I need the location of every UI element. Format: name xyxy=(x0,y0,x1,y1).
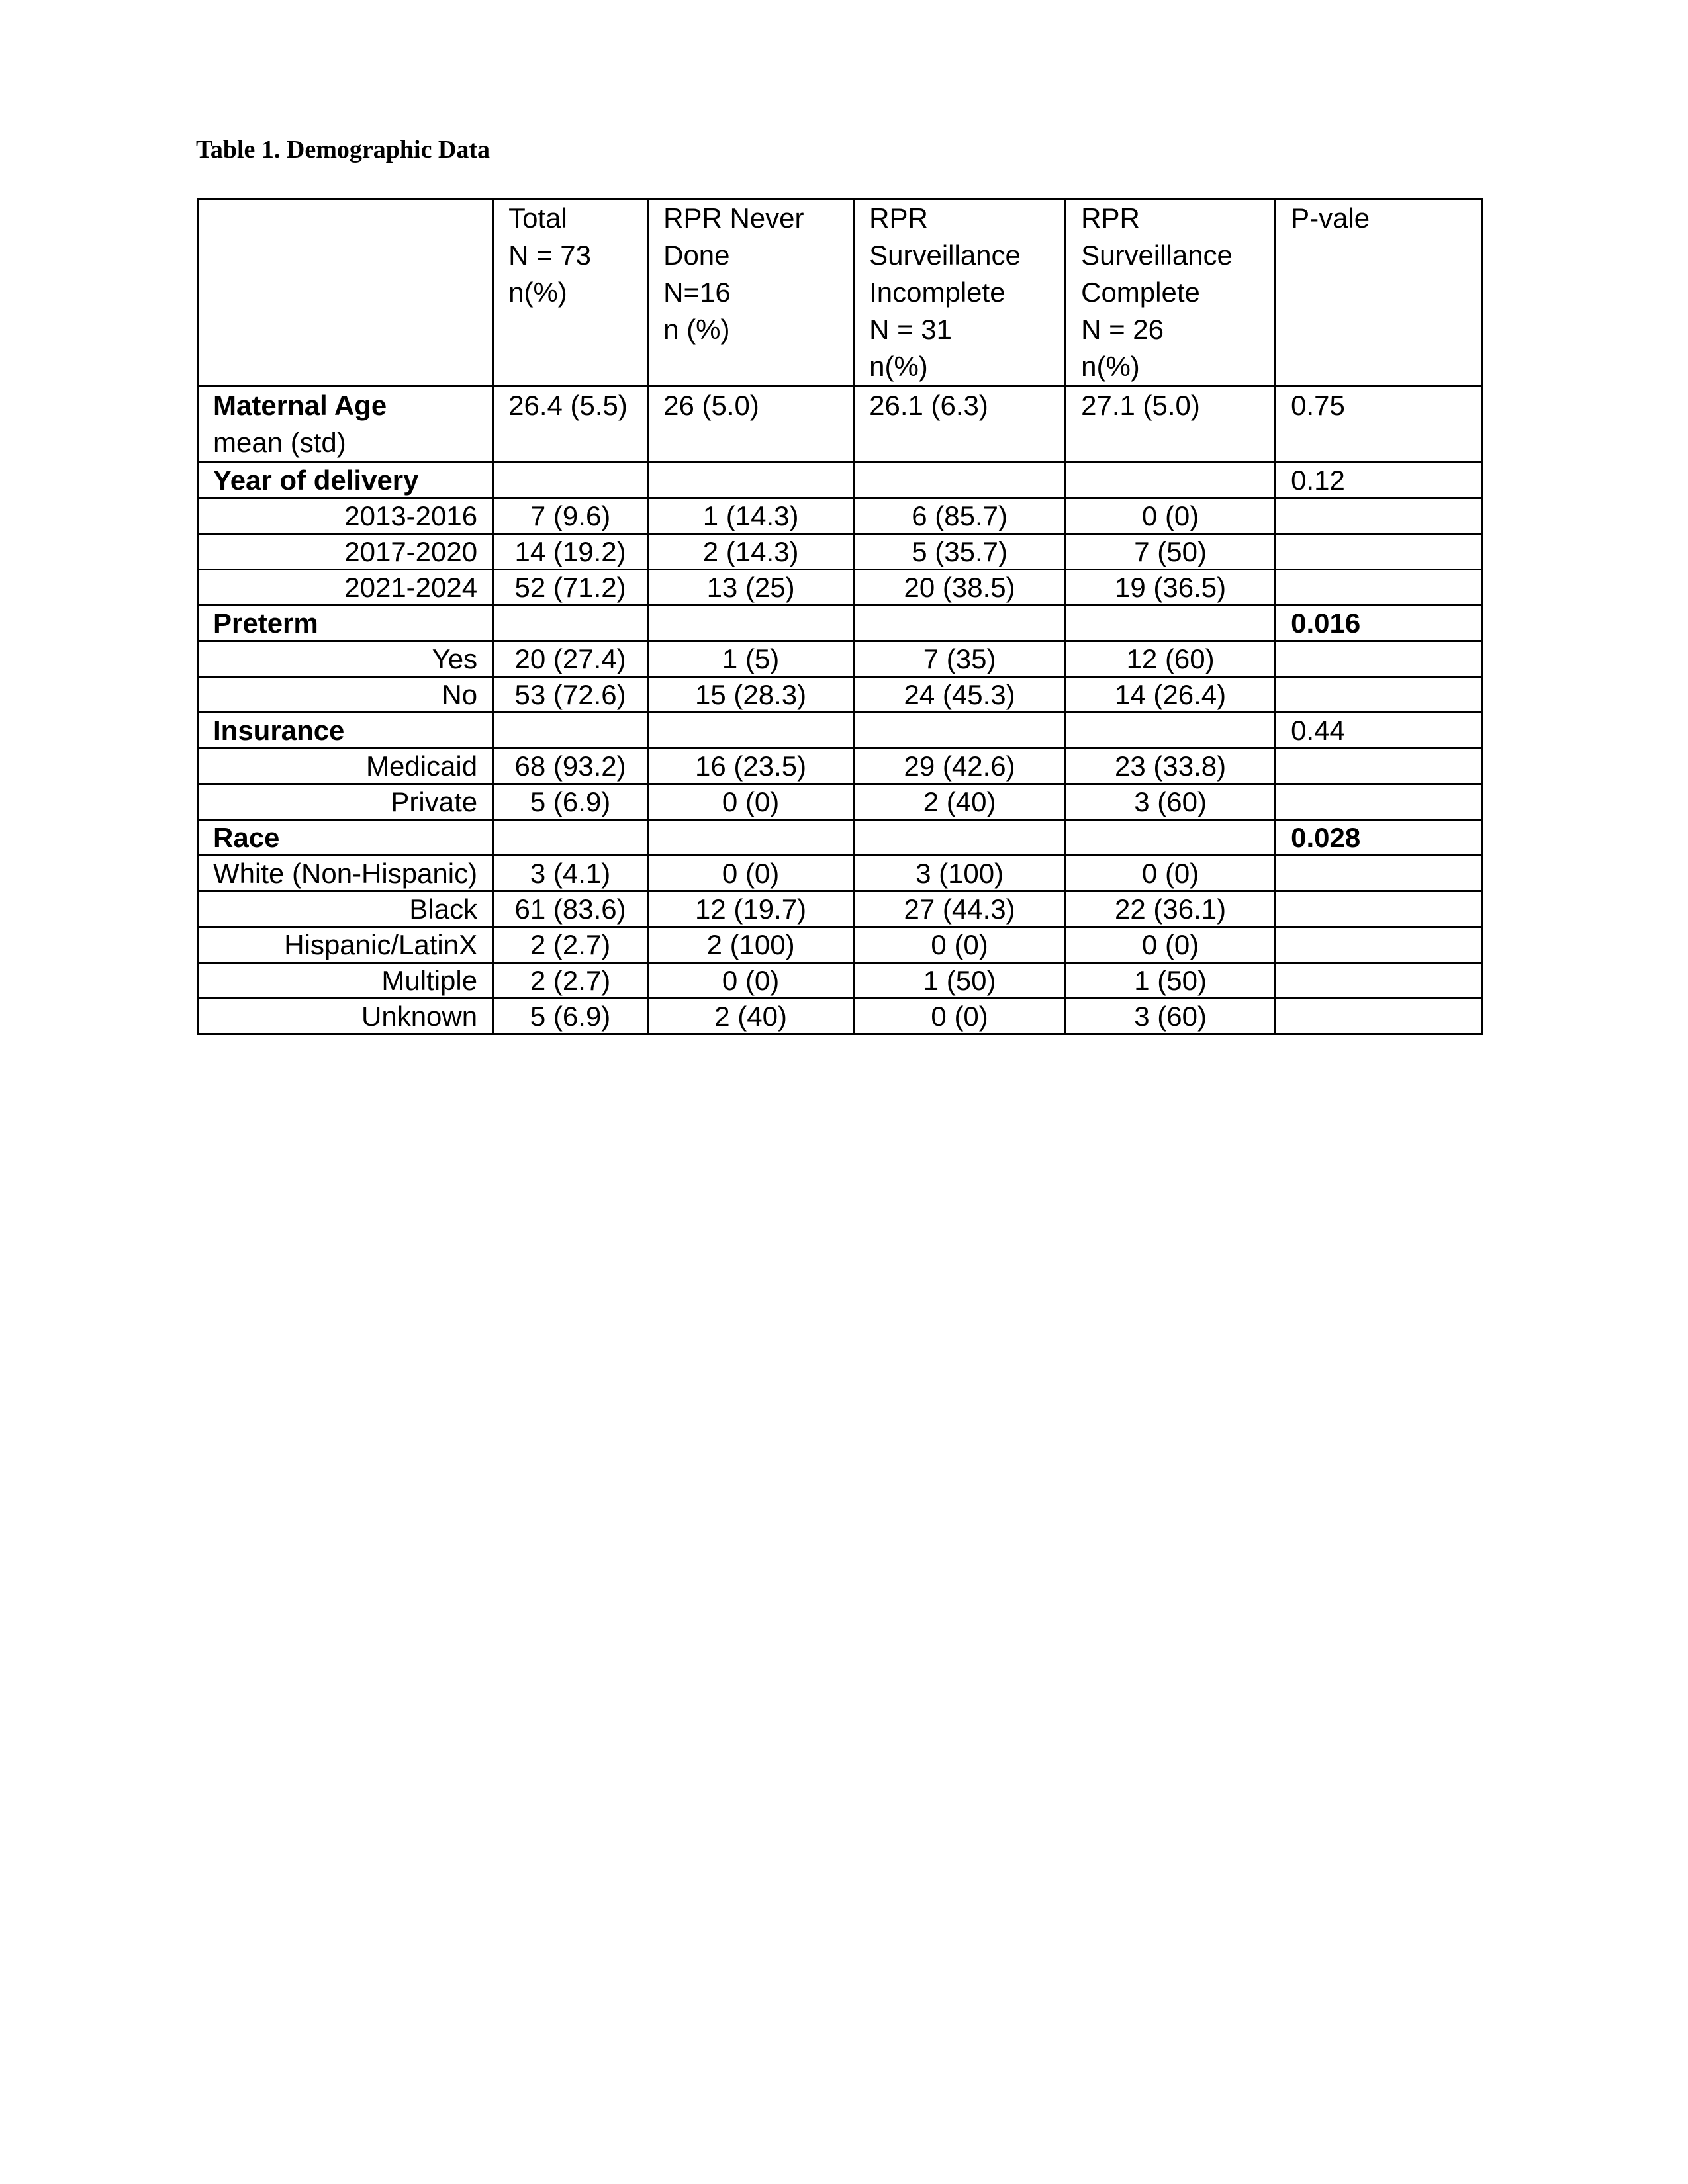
empty-cell xyxy=(1066,463,1276,498)
total-cell: 2 (2.7) xyxy=(493,963,648,999)
total-cell: 61 (83.6) xyxy=(493,891,648,927)
never-done-cell: 0 (0) xyxy=(648,784,854,820)
complete-cell: 0 (0) xyxy=(1066,498,1276,534)
table-row xyxy=(198,891,1482,927)
empty-cell xyxy=(1276,999,1482,1034)
empty-cell xyxy=(1276,570,1482,606)
incomplete-cell: 7 (35) xyxy=(854,641,1066,677)
header-cell-incomplete xyxy=(854,199,1066,387)
total-cell: 2 (2.7) xyxy=(493,927,648,963)
row-label: Multiple xyxy=(198,963,493,999)
maternal-age-p-value: 0.75 xyxy=(1276,387,1482,463)
empty-cell xyxy=(648,820,854,856)
header-line: n(%) xyxy=(1081,351,1140,382)
empty-cell xyxy=(854,463,1066,498)
never-done-cell: 13 (25) xyxy=(648,570,854,606)
header-line: n (%) xyxy=(663,314,730,345)
header-line: Surveillance xyxy=(869,240,1021,271)
complete-cell: 14 (26.4) xyxy=(1066,677,1276,713)
complete-cell: 19 (36.5) xyxy=(1066,570,1276,606)
maternal-age-never: 26 (5.0) xyxy=(648,387,854,463)
never-done-cell: 15 (28.3) xyxy=(648,677,854,713)
header-cell-complete xyxy=(1066,199,1276,387)
incomplete-cell: 0 (0) xyxy=(854,999,1066,1034)
incomplete-cell: 3 (100) xyxy=(854,856,1066,891)
complete-cell: 0 (0) xyxy=(1066,856,1276,891)
incomplete-cell: 20 (38.5) xyxy=(854,570,1066,606)
total-cell: 20 (27.4) xyxy=(493,641,648,677)
header-line: Total xyxy=(508,203,567,234)
complete-cell: 3 (60) xyxy=(1066,999,1276,1034)
complete-cell: 1 (50) xyxy=(1066,963,1276,999)
maternal-age-complete: 27.1 (5.0) xyxy=(1066,387,1276,463)
header-line: Complete xyxy=(1081,277,1200,308)
total-cell: 53 (72.6) xyxy=(493,677,648,713)
complete-cell: 22 (36.1) xyxy=(1066,891,1276,927)
table-row xyxy=(198,534,1482,570)
maternal-age-row xyxy=(198,387,1482,463)
row-label: Black xyxy=(198,891,493,927)
empty-cell xyxy=(1276,749,1482,784)
section-label: Race xyxy=(198,820,493,856)
total-cell: 7 (9.6) xyxy=(493,498,648,534)
total-cell: 5 (6.9) xyxy=(493,999,648,1034)
row-label: 2013-2016 xyxy=(198,498,493,534)
empty-cell xyxy=(854,713,1066,749)
header-line: N=16 xyxy=(663,277,731,308)
header-cell xyxy=(198,199,493,387)
header-line: RPR xyxy=(869,203,928,234)
empty-cell xyxy=(1276,498,1482,534)
total-cell: 52 (71.2) xyxy=(493,570,648,606)
never-done-cell: 2 (14.3) xyxy=(648,534,854,570)
never-done-cell: 16 (23.5) xyxy=(648,749,854,784)
row-label: Unknown xyxy=(198,999,493,1034)
row-label: Yes xyxy=(198,641,493,677)
table-row xyxy=(198,677,1482,713)
header-line: RPR Never xyxy=(663,203,804,234)
empty-cell xyxy=(1066,713,1276,749)
header-cell-total xyxy=(493,199,648,387)
table-row xyxy=(198,999,1482,1034)
empty-cell xyxy=(493,820,648,856)
p-value-cell: 0.12 xyxy=(1276,463,1482,498)
table-row xyxy=(198,570,1482,606)
table-row xyxy=(198,749,1482,784)
section-row xyxy=(198,606,1482,641)
incomplete-cell: 29 (42.6) xyxy=(854,749,1066,784)
total-cell: 68 (93.2) xyxy=(493,749,648,784)
complete-cell: 23 (33.8) xyxy=(1066,749,1276,784)
header-line: N = 26 xyxy=(1081,314,1164,345)
section-row xyxy=(198,463,1482,498)
complete-cell: 3 (60) xyxy=(1066,784,1276,820)
header-line: RPR xyxy=(1081,203,1140,234)
section-label: Preterm xyxy=(198,606,493,641)
header-line: n(%) xyxy=(508,277,567,308)
maternal-age-total: 26.4 (5.5) xyxy=(493,387,648,463)
section-label: Insurance xyxy=(198,713,493,749)
header-line: P-vale xyxy=(1291,203,1370,234)
total-cell: 5 (6.9) xyxy=(493,784,648,820)
empty-cell xyxy=(854,820,1066,856)
maternal-age-sublabel: mean (std) xyxy=(213,427,346,458)
row-label: Medicaid xyxy=(198,749,493,784)
incomplete-cell: 0 (0) xyxy=(854,927,1066,963)
header-line: Incomplete xyxy=(869,277,1006,308)
complete-cell: 7 (50) xyxy=(1066,534,1276,570)
empty-cell xyxy=(854,606,1066,641)
never-done-cell: 1 (14.3) xyxy=(648,498,854,534)
never-done-cell: 2 (40) xyxy=(648,999,854,1034)
never-done-cell: 12 (19.7) xyxy=(648,891,854,927)
p-value-cell: 0.016 xyxy=(1276,606,1482,641)
section-label: Year of delivery xyxy=(198,463,493,498)
never-done-cell: 2 (100) xyxy=(648,927,854,963)
total-cell: 3 (4.1) xyxy=(493,856,648,891)
never-done-cell: 1 (5) xyxy=(648,641,854,677)
empty-cell xyxy=(1276,963,1482,999)
empty-cell xyxy=(1276,784,1482,820)
incomplete-cell: 6 (85.7) xyxy=(854,498,1066,534)
table-row xyxy=(198,784,1482,820)
row-label: White (Non-Hispanic) xyxy=(198,856,493,891)
header-line: N = 73 xyxy=(508,240,592,271)
table-row xyxy=(198,963,1482,999)
header-line: n(%) xyxy=(869,351,928,382)
incomplete-cell: 27 (44.3) xyxy=(854,891,1066,927)
complete-cell: 0 (0) xyxy=(1066,927,1276,963)
empty-cell xyxy=(1276,534,1482,570)
section-row xyxy=(198,820,1482,856)
header-line: Surveillance xyxy=(1081,240,1233,271)
incomplete-cell: 24 (45.3) xyxy=(854,677,1066,713)
empty-cell xyxy=(648,606,854,641)
incomplete-cell: 5 (35.7) xyxy=(854,534,1066,570)
never-done-cell: 0 (0) xyxy=(648,856,854,891)
never-done-cell: 0 (0) xyxy=(648,963,854,999)
header-line: Done xyxy=(663,240,730,271)
maternal-age-incomplete: 26.1 (6.3) xyxy=(854,387,1066,463)
empty-cell xyxy=(1276,641,1482,677)
demographic-table xyxy=(197,198,1483,1035)
empty-cell xyxy=(648,463,854,498)
table-row xyxy=(198,498,1482,534)
row-label: 2021-2024 xyxy=(198,570,493,606)
row-label: Private xyxy=(198,784,493,820)
header-line: N = 31 xyxy=(869,314,953,345)
empty-cell xyxy=(1276,927,1482,963)
row-label: Hispanic/LatinX xyxy=(198,927,493,963)
maternal-age-label: Maternal Age xyxy=(213,390,387,421)
table-title: Table 1. Demographic Data xyxy=(196,136,491,163)
maternal-age-label-cell xyxy=(198,387,493,463)
total-cell: 14 (19.2) xyxy=(493,534,648,570)
table-row xyxy=(198,641,1482,677)
p-value-cell: 0.028 xyxy=(1276,820,1482,856)
empty-cell xyxy=(493,713,648,749)
empty-cell xyxy=(1276,856,1482,891)
header-cell-p-value xyxy=(1276,199,1482,387)
incomplete-cell: 1 (50) xyxy=(854,963,1066,999)
empty-cell xyxy=(493,463,648,498)
table-row xyxy=(198,927,1482,963)
complete-cell: 12 (60) xyxy=(1066,641,1276,677)
header-cell-never-done xyxy=(648,199,854,387)
empty-cell xyxy=(493,606,648,641)
empty-cell xyxy=(1066,820,1276,856)
empty-cell xyxy=(1276,891,1482,927)
header-row xyxy=(198,199,1482,387)
empty-cell xyxy=(1276,677,1482,713)
row-label: No xyxy=(198,677,493,713)
incomplete-cell: 2 (40) xyxy=(854,784,1066,820)
table-row xyxy=(198,856,1482,891)
empty-cell xyxy=(1066,606,1276,641)
row-label: 2017-2020 xyxy=(198,534,493,570)
p-value-cell: 0.44 xyxy=(1276,713,1482,749)
empty-cell xyxy=(648,713,854,749)
section-row xyxy=(198,713,1482,749)
